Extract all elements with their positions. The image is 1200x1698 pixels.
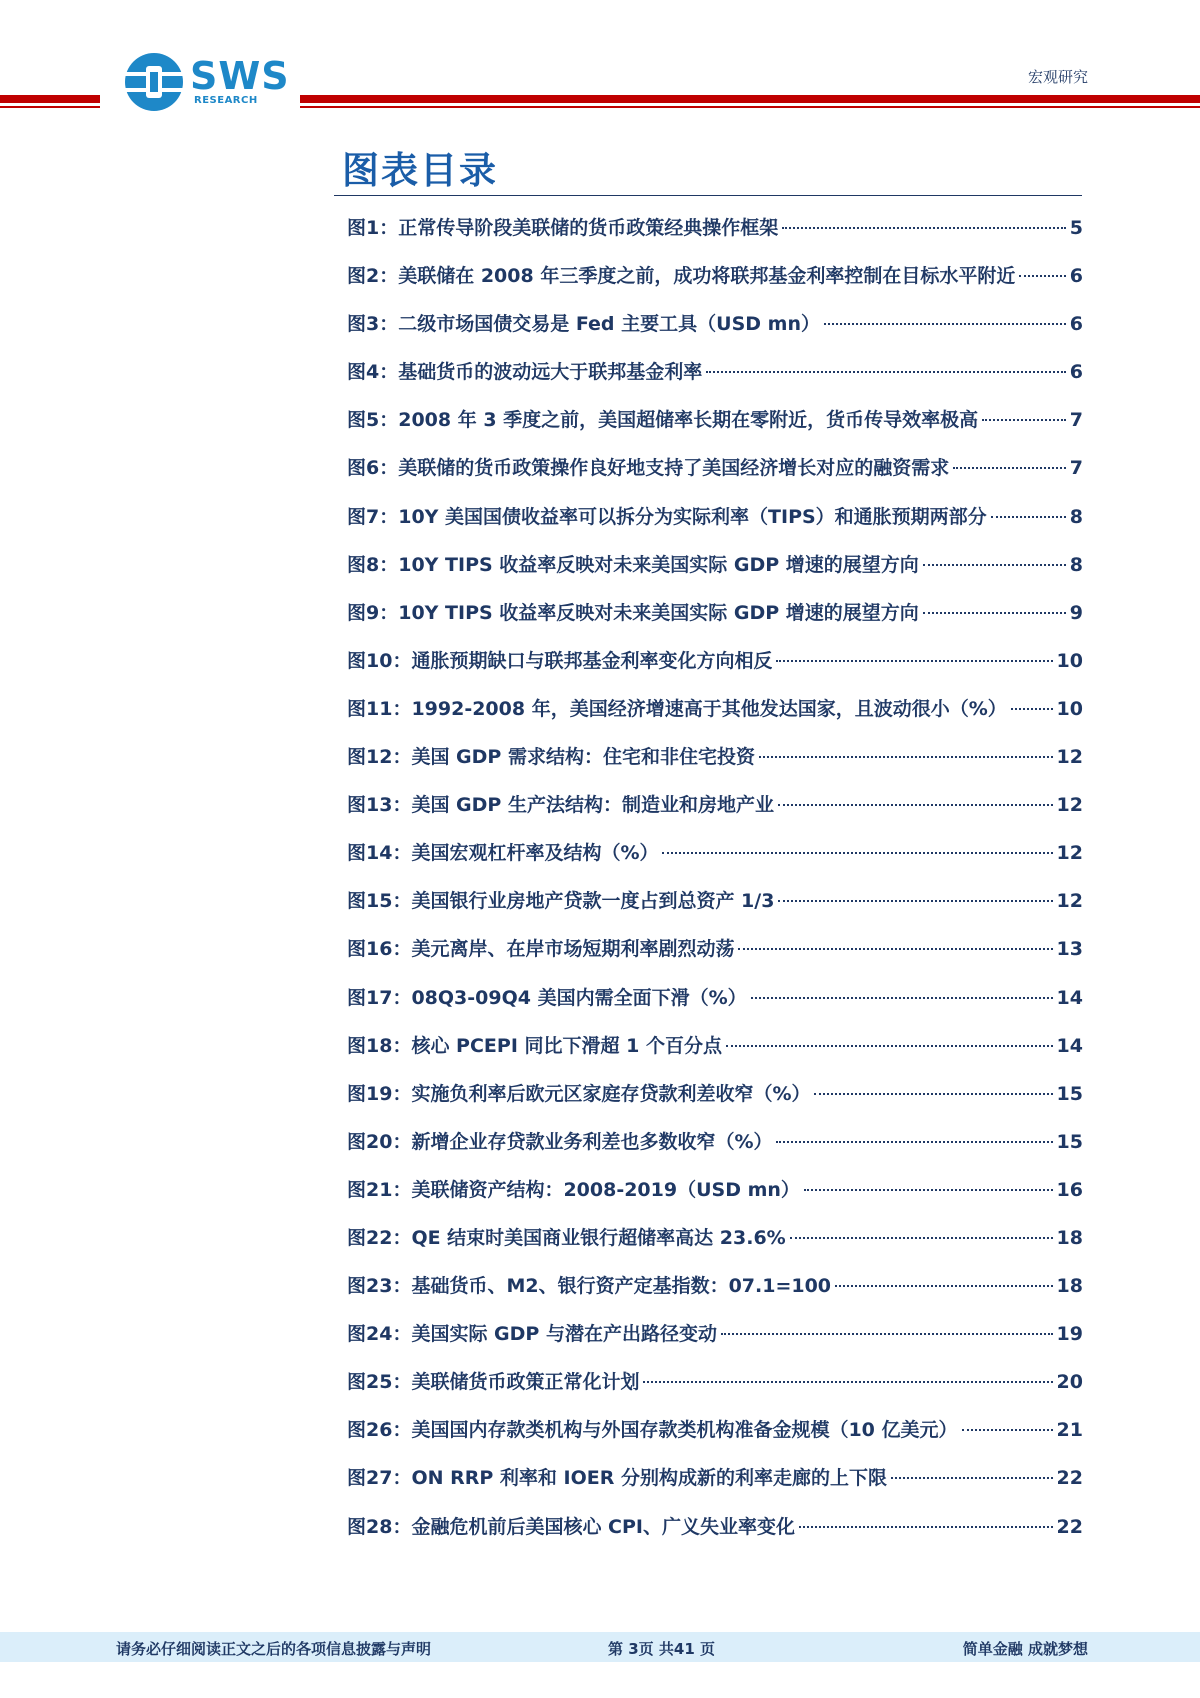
header-rule-left bbox=[0, 95, 100, 108]
toc-entry-page: 10 bbox=[1056, 649, 1083, 672]
toc-entry-label: 图6：美联储的货币政策操作良好地支持了美国经济增长对应的融资需求 bbox=[347, 457, 950, 480]
toc-entry-page: 10 bbox=[1056, 697, 1083, 720]
toc-entry-label: 图19：实施负利率后欧元区家庭存贷款利差收窄（%） bbox=[347, 1082, 811, 1105]
toc-entry-label: 图4：基础货币的波动远大于联邦基金利率 bbox=[347, 361, 703, 384]
toc-entry[interactable] bbox=[347, 502, 1083, 550]
toc-entry-page: 6 bbox=[1069, 265, 1083, 288]
toc-entry-label: 图10：通胀预期缺口与联邦基金利率变化方向相反 bbox=[347, 649, 773, 672]
toc-entry-label: 图28：金融危机前后美国核心 CPI、广义失业率变化 bbox=[347, 1515, 795, 1538]
toc-entry-page: 20 bbox=[1056, 1371, 1083, 1394]
toc-entry[interactable] bbox=[347, 1175, 1083, 1223]
toc-entry[interactable] bbox=[347, 1415, 1083, 1463]
toc-dot-leader bbox=[1011, 708, 1053, 710]
toc-entry[interactable] bbox=[347, 838, 1083, 886]
toc-entry-page: 6 bbox=[1069, 313, 1083, 336]
sws-logo-icon bbox=[124, 52, 184, 112]
toc-entry-label: 图12：美国 GDP 需求结构：住宅和非住宅投资 bbox=[347, 746, 755, 769]
toc-entry-label: 图20：新增企业存贷款业务利差也多数收窄（%） bbox=[347, 1130, 773, 1153]
toc-entry[interactable] bbox=[347, 598, 1083, 646]
footer-disclaimer: 请务必仔细阅读正文之后的各项信息披露与声明 bbox=[116, 1640, 432, 1658]
toc-dot-leader bbox=[662, 852, 1052, 854]
toc-entry[interactable] bbox=[347, 742, 1083, 790]
toc-entry-page: 22 bbox=[1056, 1515, 1083, 1538]
toc-dot-leader bbox=[778, 900, 1052, 902]
toc-dot-leader bbox=[891, 1477, 1053, 1479]
toc-entry[interactable] bbox=[347, 550, 1083, 598]
toc-dot-leader bbox=[962, 1429, 1053, 1431]
toc-entry[interactable] bbox=[347, 453, 1083, 501]
toc-entry-label: 图3：二级市场国债交易是 Fed 主要工具（USD mn） bbox=[347, 313, 820, 336]
toc-entry[interactable] bbox=[347, 934, 1083, 982]
toc-dot-leader bbox=[923, 612, 1066, 614]
toc-entry-page: 15 bbox=[1056, 1130, 1083, 1153]
toc-entry[interactable] bbox=[347, 1367, 1083, 1415]
toc-entry-label: 图21：美联储资产结构：2008-2019（USD mn） bbox=[347, 1178, 800, 1201]
toc-dot-leader bbox=[923, 564, 1066, 566]
toc-dot-leader bbox=[814, 1093, 1052, 1095]
toc-entry-label: 图11：1992-2008 年，美国经济增速高于其他发达国家，且波动很小（%） bbox=[347, 697, 1007, 720]
toc-entry-page: 19 bbox=[1056, 1323, 1083, 1346]
toc-entry[interactable] bbox=[347, 694, 1083, 742]
toc-dot-leader bbox=[782, 227, 1066, 229]
toc-entry-label: 图13：美国 GDP 生产法结构：制造业和房地产业 bbox=[347, 794, 774, 817]
toc-entry-page: 16 bbox=[1056, 1178, 1083, 1201]
company-logo bbox=[124, 52, 290, 112]
footer-slogan: 简单金融 成就梦想 bbox=[962, 1640, 1088, 1658]
toc-entry[interactable] bbox=[347, 790, 1083, 838]
toc-entry-page: 8 bbox=[1069, 505, 1083, 528]
toc-entry-page: 14 bbox=[1056, 1034, 1083, 1057]
toc-entry-label: 图8：10Y TIPS 收益率反映对未来美国实际 GDP 增速的展望方向 bbox=[347, 553, 919, 576]
toc-entry-page: 22 bbox=[1056, 1467, 1083, 1490]
page-title: 图表目录 bbox=[342, 149, 498, 192]
toc-dot-leader bbox=[790, 1237, 1053, 1239]
title-divider bbox=[334, 195, 1082, 196]
toc-entry-label: 图22：QE 结束时美国商业银行超储率高达 23.6% bbox=[347, 1226, 786, 1249]
toc-dot-leader bbox=[706, 371, 1066, 373]
toc-dot-leader bbox=[982, 419, 1066, 421]
toc-entry[interactable] bbox=[347, 983, 1083, 1031]
toc-entry-page: 21 bbox=[1056, 1419, 1083, 1442]
toc-dot-leader bbox=[799, 1526, 1053, 1528]
toc-entry-label: 图5：2008 年 3 季度之前，美国超储率长期在零附近，货币传导效率极高 bbox=[347, 409, 979, 432]
toc-entry-label: 图1：正常传导阶段美联储的货币政策经典操作框架 bbox=[347, 217, 779, 239]
toc-entry-page: 7 bbox=[1069, 409, 1083, 432]
toc-dot-leader bbox=[776, 660, 1052, 662]
toc-dot-leader bbox=[804, 1189, 1053, 1191]
toc-entry-label: 图18：核心 PCEPI 同比下滑超 1 个百分点 bbox=[347, 1034, 722, 1057]
toc-entry-label: 图23：基础货币、M2、银行资产定基指数：07.1=100 bbox=[347, 1275, 832, 1298]
toc-entry-label: 图24：美国实际 GDP 与潜在产出路径变动 bbox=[347, 1323, 717, 1346]
toc-dot-leader bbox=[751, 997, 1053, 999]
toc-dot-leader bbox=[835, 1285, 1053, 1287]
report-category: 宏观研究 bbox=[1027, 68, 1088, 86]
toc-dot-leader bbox=[953, 467, 1066, 469]
toc-entry-label: 图16：美元离岸、在岸市场短期利率剧烈动荡 bbox=[347, 938, 735, 961]
footer-page-number: 第 3页 共41 页 bbox=[608, 1640, 715, 1658]
toc-dot-leader bbox=[643, 1381, 1052, 1383]
toc-entry[interactable] bbox=[347, 1319, 1083, 1367]
toc-entry-page: 18 bbox=[1056, 1275, 1083, 1298]
toc-entry-label: 图14：美国宏观杠杆率及结构（%） bbox=[347, 842, 659, 865]
toc-entry[interactable] bbox=[347, 405, 1083, 453]
toc-entry-page: 18 bbox=[1056, 1226, 1083, 1249]
toc-entry-page: 9 bbox=[1069, 601, 1083, 624]
toc-entry-label: 图26：美国国内存款类机构与外国存款类机构准备金规模（10 亿美元） bbox=[347, 1419, 958, 1442]
toc-entry-page: 6 bbox=[1069, 361, 1083, 384]
toc-entry-label: 图15：美国银行业房地产贷款一度占到总资产 1/3 bbox=[347, 890, 775, 913]
toc-entry[interactable] bbox=[347, 1223, 1083, 1271]
toc-entry[interactable] bbox=[347, 309, 1083, 357]
figure-list bbox=[347, 213, 1083, 1560]
toc-entry-label: 图17：08Q3-09Q4 美国内需全面下滑（%） bbox=[347, 986, 747, 1009]
toc-entry-page: 12 bbox=[1056, 890, 1083, 913]
logo-subtitle: RESEARCH bbox=[194, 95, 258, 106]
toc-entry-label: 图9：10Y TIPS 收益率反映对未来美国实际 GDP 增速的展望方向 bbox=[347, 601, 919, 624]
toc-entry-page: 5 bbox=[1069, 217, 1083, 239]
toc-entry[interactable] bbox=[347, 213, 1083, 261]
toc-entry[interactable] bbox=[347, 357, 1083, 405]
toc-dot-leader bbox=[1019, 275, 1065, 277]
toc-entry[interactable] bbox=[347, 1271, 1083, 1319]
toc-entry[interactable] bbox=[347, 1127, 1083, 1175]
toc-dot-leader bbox=[778, 804, 1053, 806]
toc-entry-page: 7 bbox=[1069, 457, 1083, 480]
logo-wordmark: SWS bbox=[190, 54, 290, 98]
toc-entry[interactable] bbox=[347, 261, 1083, 309]
toc-entry-page: 13 bbox=[1056, 938, 1083, 961]
toc-entry-page: 14 bbox=[1056, 986, 1083, 1009]
toc-entry-page: 8 bbox=[1069, 553, 1083, 576]
toc-entry-page: 12 bbox=[1056, 842, 1083, 865]
toc-entry-page: 12 bbox=[1056, 794, 1083, 817]
toc-dot-leader bbox=[776, 1141, 1052, 1143]
toc-entry-label: 图25：美联储货币政策正常化计划 bbox=[347, 1371, 640, 1394]
toc-dot-leader bbox=[991, 516, 1066, 518]
toc-dot-leader bbox=[721, 1333, 1053, 1335]
toc-dot-leader bbox=[824, 323, 1066, 325]
toc-entry[interactable] bbox=[347, 1512, 1083, 1560]
toc-entry[interactable] bbox=[347, 1463, 1083, 1511]
toc-entry-label: 图27：ON RRP 利率和 IOER 分别构成新的利率走廊的上下限 bbox=[347, 1467, 887, 1490]
toc-dot-leader bbox=[759, 756, 1053, 758]
header-rule-right bbox=[300, 95, 1200, 108]
toc-entry-page: 12 bbox=[1056, 746, 1083, 769]
toc-entry-label: 图7：10Y 美国国债收益率可以拆分为实际利率（TIPS）和通胀预期两部分 bbox=[347, 505, 987, 528]
toc-entry[interactable] bbox=[347, 1079, 1083, 1127]
toc-entry[interactable] bbox=[347, 886, 1083, 934]
toc-entry[interactable] bbox=[347, 1031, 1083, 1079]
toc-entry[interactable] bbox=[347, 646, 1083, 694]
toc-dot-leader bbox=[738, 948, 1052, 950]
toc-entry-page: 15 bbox=[1056, 1082, 1083, 1105]
toc-entry-label: 图2：美联储在 2008 年三季度之前，成功将联邦基金利率控制在目标水平附近 bbox=[347, 265, 1016, 288]
toc-dot-leader bbox=[726, 1045, 1053, 1047]
